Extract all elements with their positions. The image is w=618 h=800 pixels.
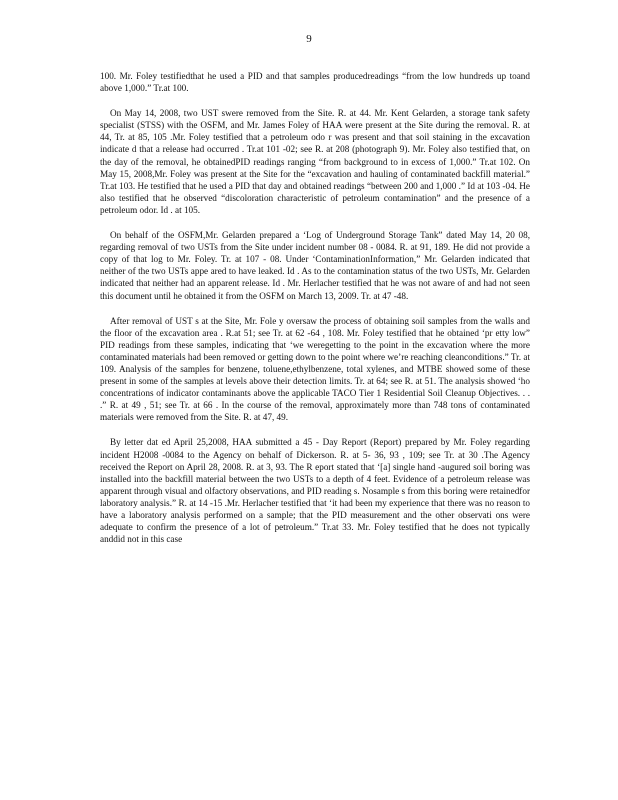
paragraph-2: On May 14, 2008, two UST swere removed from the Site. R. at 44. Mr. Kent Gelarden, a storage tank safety specialist (STSS) with the OSFM, and Mr. James Foley of HAA were present at the Site during the removal. R. at 44, Tr. at 85, 105 .Mr. Foley testified that a petroleum odo r was present and that soil staining in the excavation indicate d that a release had occurred . Tr.at 101 -02; see R. at 208 (photograph 9). Mr. Foley also testified that, on the day of the removal, he obtainedPID readings ranging “from background to in excess of 1,000.” Tr.at 102. On May 15, 2008,Mr. Foley was present at the Site for the “excavation and hauling of contaminated backfill material.” Tr.at 103. He testified that he used a PID that day and obtained readings “between 200 and 1,000 .” Id at 103 -04. He also testified that he observed “discoloration characteristic of petroleum contamination” and the presence of a petroleum odor. Id . at 105. bbox=[100, 108, 530, 215]
paragraph-1: 100. Mr. Foley testifiedthat he used a PID and that samples producedreadings “from the low hundreds up toand above 1,000.” Tr.at 100. bbox=[100, 71, 530, 94]
paragraph-3: On behalf of the OSFM,Mr. Gelarden prepared a ‘Log of Underground Storage Tank” dated May 14, 20 08, regarding removal of two USTs from the Site under incident number 08 - 0084. R. at 91, 189. He did not provide a copy of that log to Mr. Foley. Tr. at 107 - 08. Under ‘ContaminationInformation,” Mr. Gelarden indicated that neither of the two USTs appe ared to have leaked. Id . As to the contamination status of the two USTs, Mr. Gelarden indicated that neither had an apparent release. Id . Mr. Herlacher testified that he was not aware of and had not seen this document until he obtained it from the OSFM on March 13, 2009. Tr. at 47 -48. bbox=[100, 230, 530, 301]
paragraph-4: After removal of UST s at the Site, Mr. Fole y oversaw the process of obtaining soil samples from the walls and the floor of the excavation area . R.at 51; see Tr. at 62 -64 , 108. Mr. Foley testified that he obtained ‘pr etty low” PID readings from these samples, indicating that ‘we weregetting to the point in the excavation where the more contaminated materials had been removed or getting down to the point where we’re reaching cleanconditions.” Tr. at 109. Analysis of the samples for benzene, toluene,ethylbenzene, total xylenes, and MTBE showed some of these present in some of the samples at levels above their detection limits. Tr. at 64; see R. at 51. The analysis showed ‘ho concentrations of indicator contaminants above the applicable TACO Tier 1 Residential Soil Cleanup Objectives. . . .” R. at 49 , 51; see Tr. at 66 . In the course of the removal, approximately more than 748 tons of contaminated materials were removed from the Site. R. at 47, 49. bbox=[100, 315, 530, 423]
page-number: 9 bbox=[306, 33, 312, 45]
paragraph-5: By letter dat ed April 25,2008, HAA submitted a 45 - Day Report (Report) prepared by Mr. Foley regarding incident H2008 -0084 to the Agency on behalf of Dickerson. R. at 5- 36, 93 , 109; see Tr. at 30 .The Agency received the Report on April 28, 2008. R. at 3, 93. The R eport stated that ‘[a] single hand -augured soil boring was installed into the backfill material between the two USTs to a depth of 4 feet. Evidence of a petroleum release was apparent through visual and olfactory observations, and PID reading s. Nosample s from this boring were retainedfor laboratory analysis.” R. at 14 -15 .Mr. Herlacher testified that ‘it had been my experience that there was no reason to have a laboratory analysis performed on a sample; that the PID measurement and the other observati ons were adequate to confirm the presence of a lot of petroleum.” Tr.at 33. Mr. Foley testified that he does not typically anddid not in this case bbox=[100, 437, 530, 545]
document-body bbox=[100, 70, 530, 558]
